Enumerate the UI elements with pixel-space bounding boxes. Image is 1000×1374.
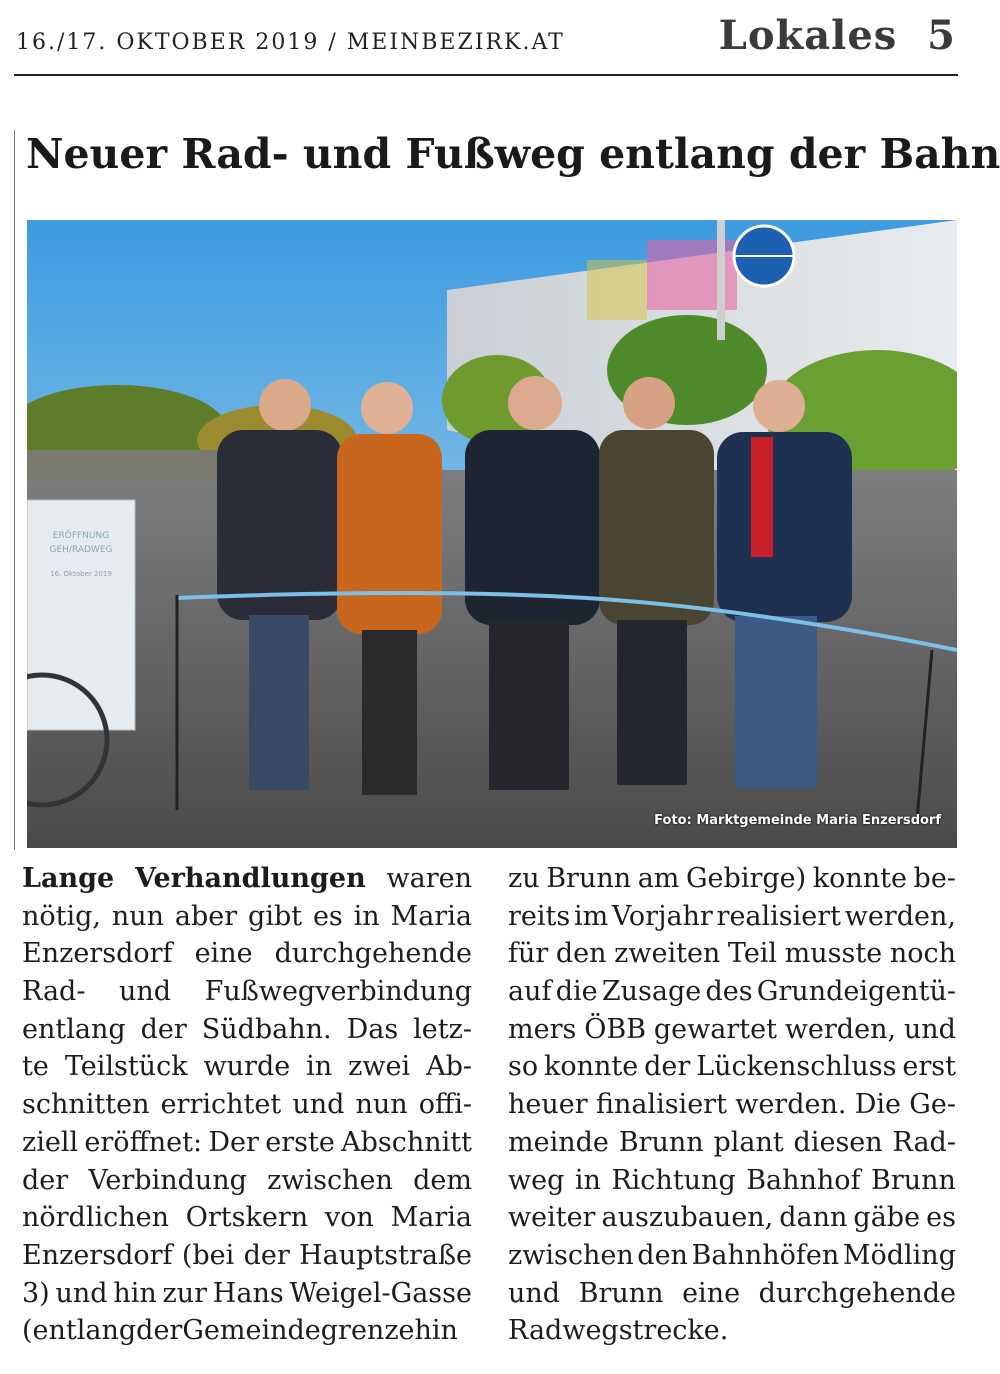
article-line	[508, 1275, 956, 1313]
article-word: konnte	[812, 863, 907, 894]
article-photo	[27, 220, 957, 848]
article-word: Brunn	[618, 1126, 704, 1158]
article-word: werden,	[844, 900, 956, 932]
article-line	[508, 935, 956, 973]
article-line	[508, 1199, 956, 1237]
article-word: der	[136, 1315, 183, 1347]
article-word: errichtet	[160, 1089, 282, 1121]
article-word: zwischen	[267, 1164, 393, 1196]
article-word: Weigel-Gasse	[289, 1277, 472, 1309]
article-word: erste	[265, 1126, 335, 1158]
lead-word: Verhandlungen	[134, 863, 366, 894]
article-word: in	[353, 900, 380, 932]
article-word: nun	[111, 900, 165, 932]
article-line	[22, 898, 472, 936]
article-word: und	[119, 976, 172, 1008]
article-word: waren	[386, 863, 472, 894]
article-line	[508, 1237, 956, 1275]
article-word: plant	[713, 1126, 784, 1158]
article-word: gibt	[248, 900, 303, 932]
article-word: Die	[854, 1089, 901, 1121]
article-line	[508, 898, 956, 936]
article-word: Maria	[390, 1202, 472, 1234]
article-word: in	[306, 1051, 333, 1083]
headline: Neuer Rad- und Fußweg entlang der Bahn	[26, 130, 1000, 178]
article-word: Gebirge)	[685, 863, 807, 894]
article-word: der	[22, 1164, 69, 1196]
article-word: Enzersdorf	[22, 938, 173, 970]
article-word: Abschnitt	[341, 1126, 472, 1158]
article-word: heuer	[508, 1089, 588, 1121]
article-word: Radwegstrecke.	[508, 1315, 729, 1347]
article-word: werden.	[735, 1089, 847, 1121]
article-word: auf	[508, 976, 552, 1008]
article-word: mers	[508, 1013, 577, 1045]
article-word: eine	[194, 938, 253, 970]
article-word: hin	[113, 1277, 157, 1309]
article-word: Richtung	[611, 1164, 736, 1196]
article-word: durchgehende	[758, 1277, 956, 1309]
article-word: (bei	[181, 1239, 235, 1271]
article-word: in	[574, 1164, 601, 1196]
article-word: Ortskern	[185, 1202, 309, 1234]
article-word: offi-	[418, 1089, 472, 1121]
article-word: nördlichen	[22, 1202, 169, 1234]
article-word: den	[637, 1239, 688, 1271]
article-word: konnte	[544, 1051, 639, 1083]
article-word: Bahnhof	[746, 1164, 861, 1196]
article-line	[508, 1086, 956, 1124]
article-word: es	[926, 1202, 956, 1234]
lead-word: Lange	[22, 863, 115, 894]
article-word: nun	[355, 1089, 408, 1121]
article-word: 3)	[22, 1277, 50, 1309]
article-word: te	[22, 1051, 49, 1083]
article-line	[22, 1312, 472, 1350]
header-date: 16./17. OKTOBER 2019 / MEINBEZIRK.AT	[16, 30, 565, 55]
sign-line-1: ERÖFFNUNG	[52, 531, 110, 541]
article-word: zwei	[348, 1051, 411, 1083]
article-word: realisiert	[716, 900, 842, 932]
article-word: den	[555, 938, 607, 970]
article-word: weiter	[508, 1202, 596, 1234]
article-line	[508, 1162, 956, 1200]
sign-line-2: GEH/RADWEG	[49, 545, 113, 555]
article-word: reits	[508, 900, 571, 932]
article-word: der	[140, 1013, 187, 1045]
article-word: des	[705, 976, 753, 1008]
article-word: und	[292, 1089, 345, 1121]
article-word: wurde	[203, 1051, 291, 1083]
article-word: der	[243, 1239, 290, 1271]
article-word: Brunn	[871, 1164, 956, 1196]
article-word: dann	[779, 1202, 848, 1234]
article-word: und	[903, 1013, 956, 1045]
article-line	[508, 1124, 956, 1162]
article-word: weg	[508, 1164, 565, 1196]
left-column-rule	[14, 130, 15, 850]
article-word: Südbahn.	[201, 1013, 332, 1045]
article-word: Rad-	[892, 1126, 956, 1158]
article-word: Rad-	[22, 976, 86, 1008]
article-word: ziell	[22, 1126, 79, 1158]
photo-credit: Foto: Marktgemeinde Maria Enzersdorf	[654, 813, 941, 828]
article-line	[22, 1275, 472, 1313]
article-line	[22, 1237, 472, 1275]
article-word: Gemeindegrenze	[182, 1315, 415, 1347]
article-line	[508, 1011, 956, 1049]
article-word: meinde	[508, 1126, 609, 1158]
article-word: für	[508, 938, 549, 970]
article-word: durchgehende	[274, 938, 472, 970]
article-line	[22, 1086, 472, 1124]
article-word: Enzersdorf	[22, 1239, 173, 1271]
article-word: Lückenschluss	[696, 1051, 897, 1083]
article-column-left	[22, 860, 472, 1350]
article-word: erst	[902, 1051, 956, 1083]
article-word: Teil	[727, 938, 778, 970]
article-word: aber	[174, 900, 238, 932]
article-line	[508, 973, 956, 1011]
article-word: eröffnet:	[84, 1126, 203, 1158]
article-column-right	[508, 860, 956, 1350]
article-word: im	[573, 900, 609, 932]
article-word: diesen	[793, 1126, 883, 1158]
article-word: Der	[208, 1126, 259, 1158]
article-word: musste	[784, 938, 883, 970]
article-word: noch	[889, 938, 956, 970]
article-word: zur	[162, 1277, 208, 1309]
article-word: Das	[346, 1013, 399, 1045]
article-word: letz-	[413, 1013, 472, 1045]
article-word: zweiten	[614, 938, 721, 970]
article-word: Hauptstraße	[299, 1239, 472, 1271]
article-word: nötig,	[22, 900, 101, 932]
article-line	[22, 973, 472, 1011]
sign-line-3: 16. Oktober 2019	[50, 570, 112, 578]
article-word: zu	[508, 863, 540, 894]
article-word: Verbindung	[88, 1164, 247, 1196]
article-word: eine	[682, 1277, 741, 1309]
article-line	[22, 1162, 472, 1200]
article-line	[22, 1199, 472, 1237]
article-line	[22, 1048, 472, 1086]
article-line	[22, 1124, 472, 1162]
section-name: Lokales	[718, 12, 898, 59]
article-word: Grundeigentü-	[756, 976, 956, 1008]
article-line	[508, 1048, 956, 1086]
article-word: und	[508, 1277, 561, 1309]
article-word: finalisiert	[595, 1089, 727, 1121]
article-word: und	[55, 1277, 108, 1309]
article-word: Vorjahr	[611, 900, 713, 932]
article-word: Mödling	[842, 1239, 956, 1271]
article-word: (entlang	[22, 1315, 137, 1347]
article-word: der	[644, 1051, 691, 1083]
article-word: zwischen	[508, 1239, 634, 1271]
article-word: Hans	[212, 1277, 284, 1309]
article-word: entlang	[22, 1013, 126, 1045]
article-word: Teilstück	[64, 1051, 188, 1083]
article-word: auszubauen,	[601, 1202, 774, 1234]
article-word: gäbe	[853, 1202, 921, 1234]
page-number: 5	[927, 12, 956, 59]
article-word: am	[637, 863, 680, 894]
article-word: Brunn	[546, 863, 632, 894]
header-section	[719, 12, 956, 59]
article-word: so	[508, 1051, 539, 1083]
article-word: Bahnhöfen	[691, 1239, 840, 1271]
article-word: Zusage	[601, 976, 702, 1008]
article-word: es	[312, 900, 343, 932]
article-word: hin	[414, 1315, 458, 1347]
article-word: dem	[413, 1164, 472, 1196]
article-word: die	[555, 976, 598, 1008]
article-line	[22, 935, 472, 973]
article-word: ÖBB	[584, 1013, 647, 1045]
article-word: Fußwegverbindung	[204, 976, 472, 1008]
article-line	[22, 860, 472, 898]
article-line	[508, 860, 956, 898]
article-word: Ab-	[426, 1051, 472, 1083]
article-word: von	[324, 1202, 374, 1234]
article-line	[22, 1011, 472, 1049]
article-line	[508, 1312, 956, 1350]
article-word: gewartet	[653, 1013, 777, 1045]
article-word: be-	[913, 863, 956, 894]
article-word: werden,	[784, 1013, 897, 1045]
article-word: schnitten	[22, 1089, 150, 1121]
article-word: Brunn	[578, 1277, 664, 1309]
article-word: Ge-	[909, 1089, 956, 1121]
article-word: Maria	[390, 900, 472, 932]
header-rule	[14, 74, 958, 76]
